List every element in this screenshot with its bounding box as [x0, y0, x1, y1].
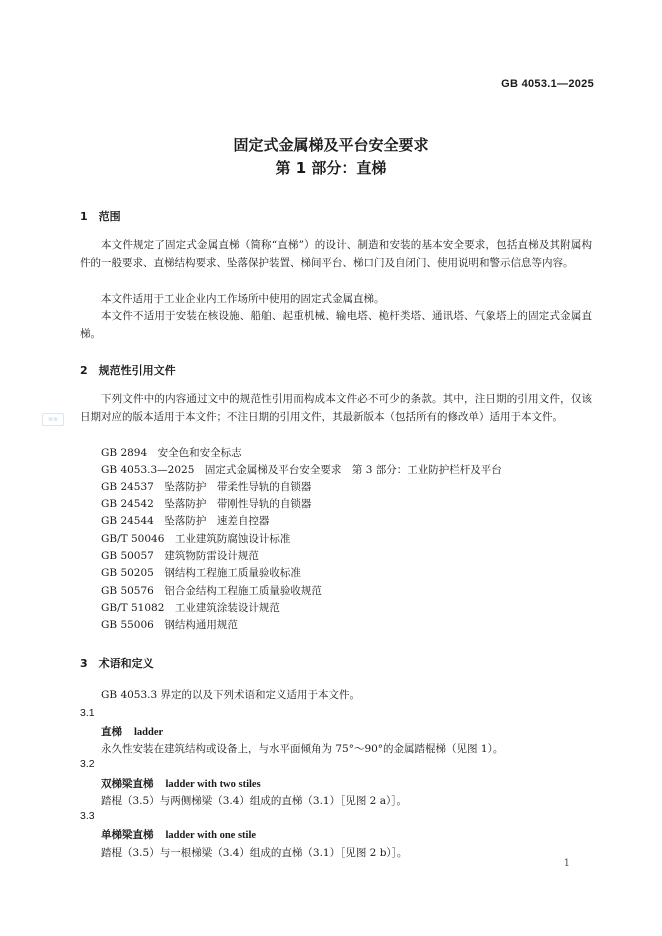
reference-item: GB 50576 铝合金结构工程施工质量验收规范: [101, 585, 322, 597]
reference-item: GB 50057 建筑物防雷设计规范: [101, 550, 259, 562]
reference-item: GB 24544 坠落防护 速差自控器: [101, 515, 270, 527]
term-zh: 单梯梁直梯: [101, 829, 154, 841]
term-en: ladder: [134, 727, 164, 738]
term-number: 3.1: [80, 707, 95, 719]
standard-number: GB 4053.1—2025: [501, 78, 594, 90]
term-definition: 踏棍（3.5）与两侧梯梁（3.4）组成的直梯（3.1）［见图 2 a）］。: [101, 795, 407, 807]
reference-item: GB 24537 坠落防护 带柔性导轨的自锁器: [101, 481, 312, 493]
section-heading-scope: 1 范围: [80, 210, 121, 223]
term-en: ladder with two stiles: [165, 779, 261, 790]
scope-paragraph-3: 本文件不适用于安装在核设施、船舶、起重机械、输电塔、桅杆类塔、通讯塔、气象塔上的固定式金属直梯。: [80, 310, 592, 340]
terms-intro: GB 4053.3 界定的以及下列术语和定义适用于本文件。: [101, 689, 361, 701]
term-zh: 直梯: [101, 726, 122, 738]
term-number: 3.2: [80, 758, 95, 770]
scope-paragraph-1: 本文件规定了固定式金属直梯（简称“直梯”）的设计、制造和安装的基本安全要求，包括直梯及其附属构件的一般要求、直梯结构要求、坠落保护装置、梯间平台、梯口门及自闭门、使用说明和警示信息等内容。: [80, 239, 592, 269]
section-heading-normative-references: 2 规范性引用文件: [80, 364, 176, 377]
document-subtitle: 第 1 部分：直梯: [275, 159, 387, 177]
term-heading: [101, 776, 261, 791]
term-heading: [101, 724, 163, 739]
reference-item: GB 55006 钢结构通用规范: [101, 619, 238, 631]
scope-paragraph-2: 本文件适用于工业企业内工作场所中使用的固定式金属直梯。: [101, 293, 385, 305]
reference-item: GB 50205 钢结构工程施工质量验收标准: [101, 567, 301, 579]
term-definition: 踏棍（3.5）与一根梯梁（3.4）组成的直梯（3.1）［见图 2 b）］。: [101, 847, 408, 859]
reference-item: GB/T 51082 工业建筑涂装设计规范: [101, 602, 280, 614]
watermark-stamp: ≋≋: [42, 413, 64, 426]
term-heading: [101, 827, 256, 842]
term-number: 3.3: [80, 810, 95, 822]
reference-item: GB/T 50046 工业建筑防腐蚀设计标准: [101, 533, 291, 545]
term-en: ladder with one stile: [165, 830, 257, 841]
reference-item: GB 24542 坠落防护 带刚性导轨的自锁器: [101, 498, 312, 510]
term-zh: 双梯梁直梯: [101, 778, 154, 790]
page-number: 1: [563, 858, 570, 869]
document-title: 固定式金属梯及平台安全要求: [233, 136, 429, 154]
section-heading-terms: 3 术语和定义: [80, 657, 154, 670]
reference-item: GB 2894 安全色和安全标志: [101, 447, 242, 459]
references-intro: 下列文件中的内容通过文中的规范性引用而构成本文件必不可少的条款。其中，注日期的引用文件，仅该日期对应的版本适用于本文件；不注日期的引用文件，其最新版本（包括所有的修改单）适用于本文件。: [80, 393, 592, 423]
reference-item: GB 4053.3—2025 固定式金属梯及平台安全要求 第 3 部分：工业防护栏杆及平台: [101, 464, 502, 476]
term-definition: 永久性安装在建筑结构或设备上，与水平面倾角为 75°～90°的金属踏棍梯（见图 1）。: [101, 743, 504, 755]
